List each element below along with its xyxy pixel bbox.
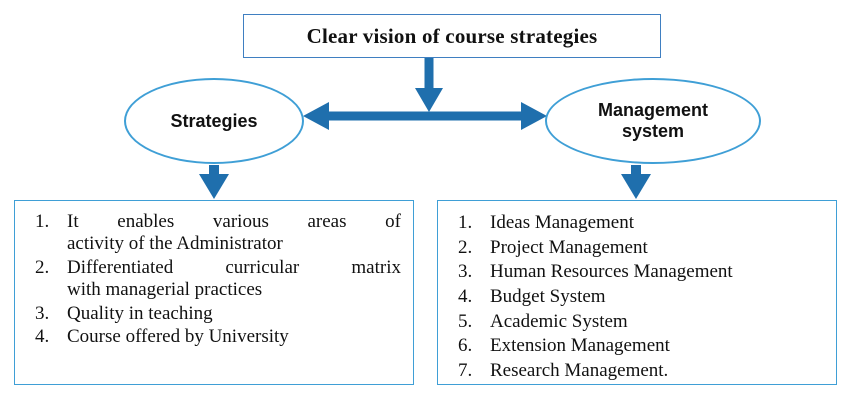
- node-management-system-line1: Management: [597, 100, 709, 121]
- list-item: Project Management: [490, 236, 648, 258]
- list-item-line: activity of the Administrator: [67, 233, 283, 255]
- connector-title-to-center: [415, 58, 443, 112]
- list-item: Research Management.: [490, 360, 669, 382]
- list-item-line: with managerial practices: [67, 279, 263, 301]
- list-item: Academic System: [490, 310, 628, 332]
- list-item-line: Differentiated curricular matrix: [67, 256, 401, 278]
- connector-strategies-to-list: [199, 165, 229, 199]
- strategies-list: [25, 211, 401, 348]
- list-item: Budget System: [490, 286, 606, 308]
- node-management-system-line2: system: [621, 121, 685, 141]
- list-item: Human Resources Management: [490, 261, 733, 283]
- title-text: Clear vision of course strategies: [306, 23, 598, 48]
- connector-management-to-list: [621, 165, 651, 199]
- management-list: [448, 211, 824, 384]
- node-strategies-label: Strategies: [170, 110, 258, 131]
- node-management-system: [545, 78, 761, 164]
- management-list-box: [437, 200, 837, 385]
- list-item: [25, 211, 401, 256]
- title-box: [243, 14, 661, 58]
- connector-strategies-management: [303, 102, 547, 130]
- list-item: [25, 257, 401, 302]
- list-item: Quality in teaching: [67, 302, 213, 324]
- list-item-line: It enables various areas of: [67, 211, 401, 232]
- list-item: Extension Management: [490, 335, 670, 357]
- list-item: Ideas Management: [490, 212, 635, 233]
- strategies-list-box: [14, 200, 414, 385]
- list-item: Course offered by University: [67, 326, 289, 348]
- node-strategies: [124, 78, 304, 164]
- node-management-system-label: [598, 100, 708, 141]
